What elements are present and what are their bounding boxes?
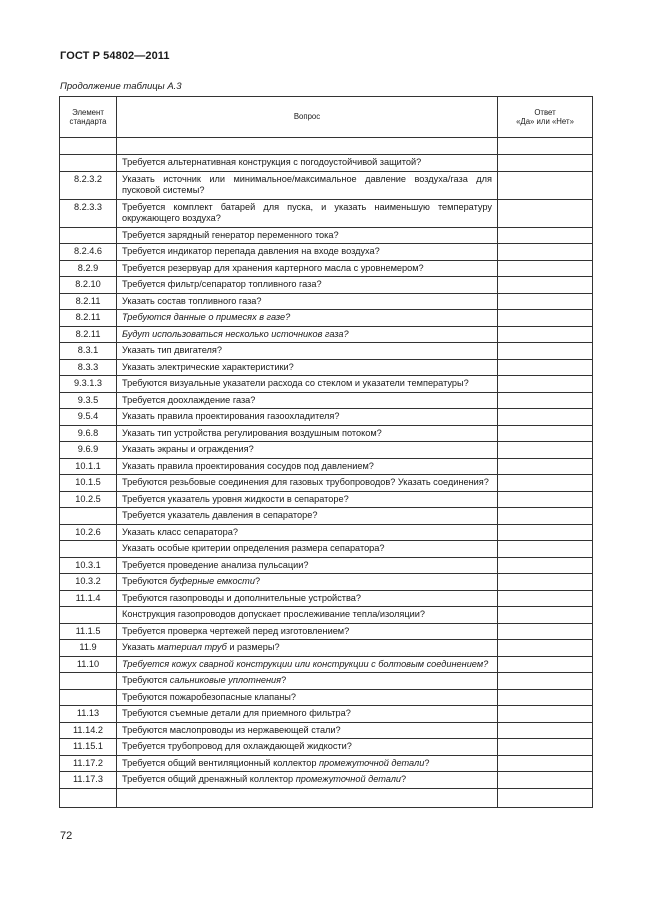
table-row (60, 475, 593, 492)
table-row (60, 310, 593, 327)
table-row (60, 623, 593, 640)
table-row (60, 326, 593, 343)
question-cell (117, 227, 498, 244)
question-text: Указать состав топливного газа? (122, 295, 262, 306)
question-cell (117, 155, 498, 172)
table-row (60, 607, 593, 624)
table-row (60, 508, 593, 525)
table-row (60, 409, 593, 426)
question-cell (117, 673, 498, 690)
table-row (60, 739, 593, 756)
answer-cell[interactable] (498, 277, 593, 294)
table-row (60, 260, 593, 277)
answer-cell[interactable] (498, 656, 593, 673)
element-cell: 8.2.11 (60, 326, 117, 343)
table-row (60, 199, 593, 227)
answer-cell[interactable] (498, 227, 593, 244)
element-cell: 9.6.8 (60, 425, 117, 442)
table-row-blank (60, 788, 593, 807)
answer-cell[interactable] (498, 689, 593, 706)
table-caption: Продолжение таблицы А.3 (60, 81, 182, 92)
question-text-italic: материал труб (157, 642, 227, 652)
element-cell: 9.3.1.3 (60, 376, 117, 393)
element-cell: 9.5.4 (60, 409, 117, 426)
question-cell (117, 722, 498, 739)
element-cell: 11.17.3 (60, 772, 117, 789)
element-cell (60, 788, 117, 807)
question-cell (117, 788, 498, 807)
table-row-blank (60, 138, 593, 155)
table-row (60, 359, 593, 376)
question-text: Указать тип двигателя? (122, 345, 222, 355)
answer-header-line2: «Да» или «Нет» (516, 117, 574, 126)
answer-cell[interactable] (498, 260, 593, 277)
question-text: Требуется проведение анализа пульсации? (122, 559, 309, 570)
question-text: Указать тип устройства регулирования воздушным потоком? (122, 427, 382, 438)
table-row (60, 458, 593, 475)
element-cell: 11.13 (60, 706, 117, 723)
question-cell (117, 508, 498, 525)
element-cell: 8.2.11 (60, 293, 117, 310)
answer-cell[interactable] (498, 557, 593, 574)
question-cell (117, 656, 498, 673)
answer-cell[interactable] (498, 392, 593, 409)
answer-cell[interactable] (498, 739, 593, 756)
table-row (60, 673, 593, 690)
element-cell (60, 155, 117, 172)
element-cell: 11.14.2 (60, 722, 117, 739)
question-cell (117, 199, 498, 227)
answer-header-line1: Ответ (534, 107, 556, 117)
answer-cell[interactable] (498, 155, 593, 172)
element-cell (60, 227, 117, 244)
question-text: Указать правила проектирования сосудов под давлением? (122, 460, 374, 471)
answer-cell[interactable] (498, 590, 593, 607)
question-text: Указать электрические характеристики? (122, 361, 294, 372)
element-cell (60, 508, 117, 525)
table-row (60, 491, 593, 508)
question-text-italic: Будут использоваться несколько источников газа? (122, 328, 349, 339)
answer-cell[interactable] (498, 640, 593, 657)
element-cell: 9.3.5 (60, 392, 117, 409)
requirements-table (59, 96, 593, 808)
answer-cell[interactable] (498, 788, 593, 807)
answer-cell[interactable] (498, 475, 593, 492)
question-cell (117, 171, 498, 199)
question-cell (117, 138, 498, 155)
answer-cell[interactable] (498, 574, 593, 591)
answer-cell[interactable] (498, 343, 593, 360)
answer-cell[interactable] (498, 199, 593, 227)
table-row (60, 171, 593, 199)
answer-cell[interactable] (498, 442, 593, 459)
element-cell: 10.2.6 (60, 524, 117, 541)
question-cell (117, 475, 498, 492)
element-cell: 9.6.9 (60, 442, 117, 459)
table-row (60, 772, 593, 789)
table-row (60, 755, 593, 772)
element-cell: 10.1.5 (60, 475, 117, 492)
answer-cell[interactable] (498, 524, 593, 541)
element-cell: 10.2.5 (60, 491, 117, 508)
element-cell: 10.3.1 (60, 557, 117, 574)
answer-cell[interactable] (498, 244, 593, 261)
answer-cell[interactable] (498, 171, 593, 199)
element-cell: 11.10 (60, 656, 117, 673)
page-number: 72 (60, 830, 73, 842)
question-text-italic: промежуточной детали (318, 757, 425, 768)
question-text: Требуется фильтр/сепаратор топливного газа? (122, 279, 322, 289)
question-cell (117, 574, 498, 591)
question-cell (117, 541, 498, 558)
table-row (60, 557, 593, 574)
question-cell (117, 706, 498, 723)
question-text: Требуются визуальные указатели расхода со стеклом и указатели температуры? (122, 378, 469, 388)
document-header: ГОСТ Р 54802—2011 (60, 50, 170, 62)
element-cell: 8.3.1 (60, 343, 117, 360)
question-text: Требуются (122, 576, 170, 586)
answer-cell[interactable] (498, 326, 593, 343)
element-cell (60, 138, 117, 155)
table-row (60, 392, 593, 409)
table-row (60, 640, 593, 657)
element-cell: 8.2.4.6 (60, 244, 117, 261)
table-row (60, 541, 593, 558)
element-cell: 8.2.3.3 (60, 199, 117, 227)
table-row (60, 293, 593, 310)
question-text: Требуются резьбовые соединения для газовых трубопроводов? Указать соединения? (122, 477, 489, 487)
question-cell (117, 425, 498, 442)
question-text: Требуется резервуар для хранения картерного масла с уровнемером? (122, 262, 424, 273)
question-cell (117, 277, 498, 294)
table-row (60, 590, 593, 607)
question-text: Требуется комплект батарей для пуска, и указать наименьшую температуру окружающего воздуха? (122, 201, 492, 223)
question-cell (117, 755, 498, 772)
question-text-italic: промежуточной детали (295, 774, 402, 784)
question-cell (117, 491, 498, 508)
question-cell (117, 343, 498, 360)
question-text: Требуется зарядный генератор переменного тока? (122, 229, 339, 240)
table-row (60, 425, 593, 442)
table-row (60, 524, 593, 541)
question-text: Требуется общий дренажный коллектор (122, 774, 296, 784)
element-cell: 8.3.3 (60, 359, 117, 376)
question-cell (117, 244, 498, 261)
answer-cell[interactable] (498, 409, 593, 426)
question-cell (117, 524, 498, 541)
question-cell (117, 359, 498, 376)
question-text: Указать класс сепаратора? (122, 526, 239, 537)
question-text-italic: сальниковые уплотнения (169, 675, 282, 685)
element-cell: 11.1.4 (60, 590, 117, 607)
question-cell (117, 640, 498, 657)
answer-cell[interactable] (498, 491, 593, 508)
question-cell (117, 458, 498, 475)
question-cell (117, 772, 498, 789)
question-text: Требуется проверка чертежей перед изготовлением? (122, 625, 350, 636)
column-header-element: Элемент стандарта (60, 97, 117, 138)
answer-cell[interactable] (498, 722, 593, 739)
question-text-italic: Требуется кожух сварной конструкции или конструкции с болтовым соединением? (122, 658, 489, 669)
table-row (60, 722, 593, 739)
question-cell (117, 590, 498, 607)
answer-cell[interactable] (498, 458, 593, 475)
question-cell (117, 607, 498, 624)
question-cell (117, 392, 498, 409)
element-cell: 8.2.9 (60, 260, 117, 277)
answer-cell[interactable] (498, 755, 593, 772)
question-cell (117, 293, 498, 310)
answer-cell[interactable] (498, 772, 593, 789)
element-cell (60, 673, 117, 690)
question-text-italic: Требуются данные о примесях в газе? (122, 312, 291, 322)
table-row (60, 343, 593, 360)
element-cell: 11.17.2 (60, 755, 117, 772)
question-text-italic: буферные емкости (169, 576, 255, 586)
question-text: Требуется альтернативная конструкция с погодоустойчивой защитой? (122, 157, 422, 167)
question-text: Требуются (122, 675, 170, 685)
question-cell (117, 260, 498, 277)
answer-cell[interactable] (498, 425, 593, 442)
answer-cell[interactable] (498, 673, 593, 690)
table-row (60, 706, 593, 723)
question-cell (117, 689, 498, 706)
question-cell (117, 739, 498, 756)
table-row (60, 574, 593, 591)
answer-cell[interactable] (498, 293, 593, 310)
answer-cell[interactable] (498, 508, 593, 525)
question-cell (117, 442, 498, 459)
question-cell (117, 557, 498, 574)
answer-cell[interactable] (498, 310, 593, 327)
question-cell (117, 326, 498, 343)
question-cell (117, 376, 498, 393)
question-text: Требуется индикатор перепада давления на входе воздуха? (122, 246, 380, 256)
table-row (60, 277, 593, 294)
question-text: Указать правила проектирования газоохладителя? (122, 411, 340, 421)
element-cell (60, 607, 117, 624)
table-header-row (60, 97, 593, 138)
answer-cell[interactable] (498, 359, 593, 376)
question-cell (117, 409, 498, 426)
question-text: Требуется доохлаждение газа? (122, 394, 256, 405)
table-row (60, 155, 593, 172)
answer-cell[interactable] (498, 623, 593, 640)
table-row (60, 376, 593, 393)
answer-cell[interactable] (498, 541, 593, 558)
question-text: Конструкция газопроводов допускает прослеживание тепла/изоляции? (122, 609, 425, 619)
element-cell: 8.2.3.2 (60, 171, 117, 199)
question-text: ? (254, 576, 261, 586)
table-row (60, 442, 593, 459)
element-cell: 10.3.2 (60, 574, 117, 591)
question-text: Требуются пожаробезопасные клапаны? (122, 691, 297, 702)
question-text: ? (424, 757, 430, 768)
element-cell: 11.1.5 (60, 623, 117, 640)
question-text: Требуется указатель уровня жидкости в сепараторе? (122, 493, 349, 504)
question-text: ? (281, 675, 287, 685)
table-row (60, 689, 593, 706)
element-cell: 8.2.10 (60, 277, 117, 294)
question-text: Требуется указатель давления в сепараторе? (122, 510, 318, 520)
element-cell: 8.2.11 (60, 310, 117, 327)
question-text: ? (401, 774, 407, 784)
question-text: Требуются маслопроводы из нержавеющей стали? (122, 724, 341, 735)
table-row (60, 227, 593, 244)
table-row (60, 244, 593, 261)
element-cell: 10.1.1 (60, 458, 117, 475)
question-text: Требуется общий вентиляционный коллектор (122, 757, 319, 768)
answer-cell[interactable] (498, 138, 593, 155)
element-cell: 11.9 (60, 640, 117, 657)
question-text: Указать источник или минимальное/максимальное давление воздуха/газа для пусковой системы? (122, 173, 492, 195)
table-body (60, 138, 593, 808)
element-cell (60, 541, 117, 558)
question-cell (117, 623, 498, 640)
answer-cell[interactable] (498, 706, 593, 723)
answer-cell[interactable] (498, 376, 593, 393)
answer-cell[interactable] (498, 607, 593, 624)
element-cell: 11.15.1 (60, 739, 117, 756)
question-text: Требуется трубопровод для охлаждающей жидкости? (122, 741, 352, 751)
element-cell (60, 689, 117, 706)
question-text: Указать (122, 642, 158, 652)
question-text: и размеры? (226, 642, 280, 652)
table-row (60, 656, 593, 673)
question-text: Требуются съемные детали для приемного фильтра? (122, 708, 351, 718)
question-text: Указать экраны и ограждения? (122, 444, 254, 454)
column-header-answer (498, 97, 593, 138)
question-text: Требуются газопроводы и дополнительные устройства? (122, 592, 361, 603)
column-header-question: Вопрос (117, 97, 498, 138)
question-cell (117, 310, 498, 327)
question-text: Указать особые критерии определения размера сепаратора? (122, 543, 385, 553)
